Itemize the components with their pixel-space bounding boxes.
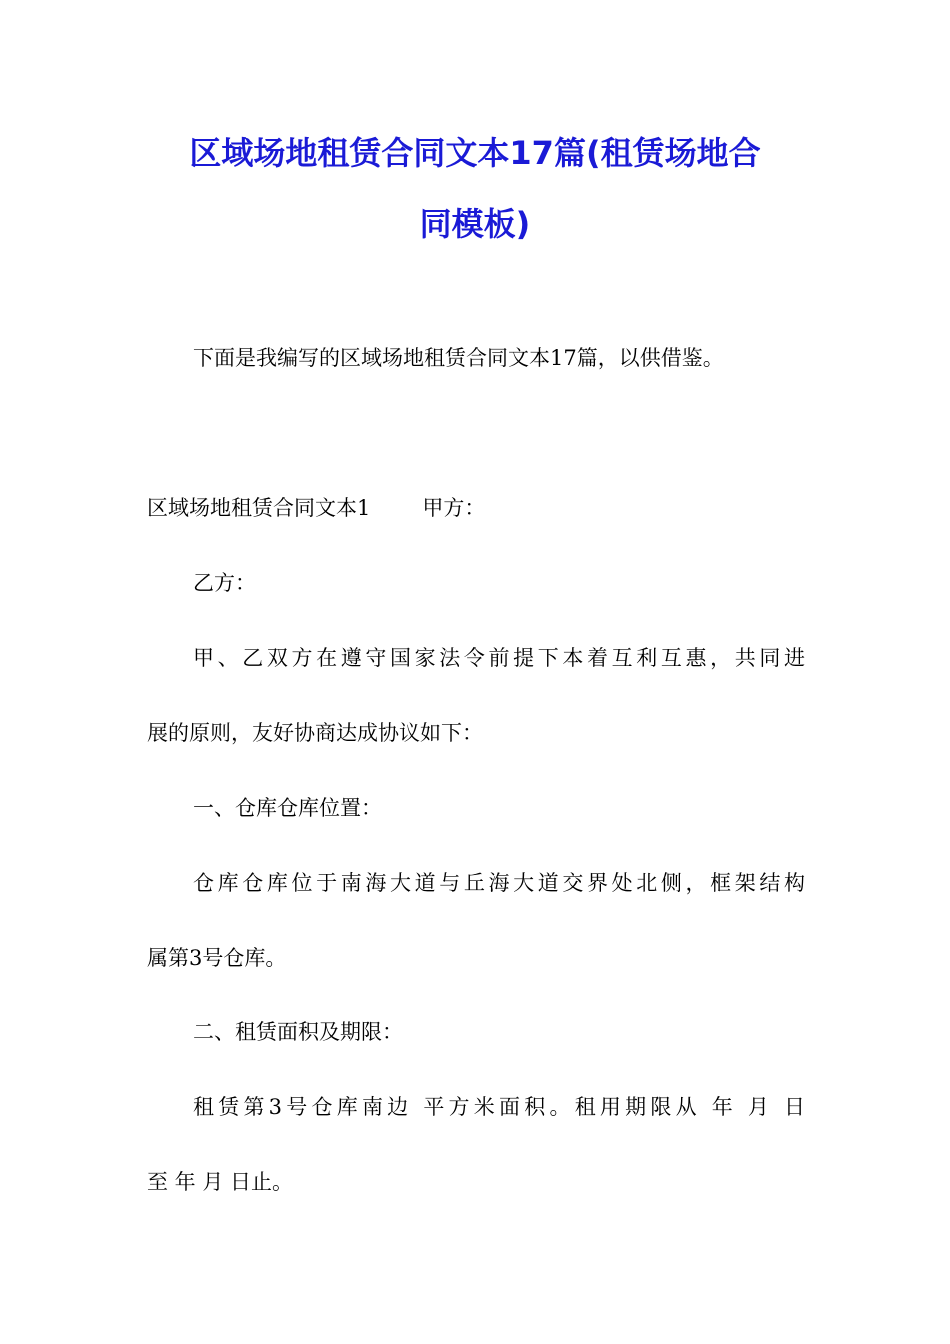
clause-2-title: 二、租赁面积及期限： (193, 1020, 403, 1044)
section-1-heading-row (147, 493, 807, 523)
clause-2-text-line-2: 至 年 月 日止。 (147, 1170, 294, 1194)
party-a-label: 甲方： (422, 496, 486, 520)
clause-2-text-line-1: 租赁第3号仓库南边 平方米面积。租用期限从 年 月 日 (193, 1095, 805, 1119)
document-title-line-2: 同模板) (419, 205, 531, 243)
document-title-line-1: 区域场地租赁合同文本17篇(租赁场地合 (189, 134, 761, 172)
clause-1-text-line-1: 仓库仓库位于南海大道与丘海大道交界处北侧，框架结构 (193, 871, 805, 895)
section-1-heading: 区域场地租赁合同文本1 (147, 496, 371, 520)
party-b-label: 乙方： (193, 571, 256, 595)
agreement-paragraph-line-1: 甲、乙双方在遵守国家法令前提下本着互利互惠，共同进 (193, 646, 805, 670)
intro-paragraph: 下面是我编写的区域场地租赁合同文本17篇，以供借鉴。 (193, 346, 724, 370)
clause-1-text-line-2: 属第3号仓库。 (147, 946, 287, 970)
agreement-paragraph-line-2: 展的原则，友好协商达成协议如下： (147, 721, 483, 745)
clause-1-title: 一、仓库仓库位置： (193, 796, 382, 820)
